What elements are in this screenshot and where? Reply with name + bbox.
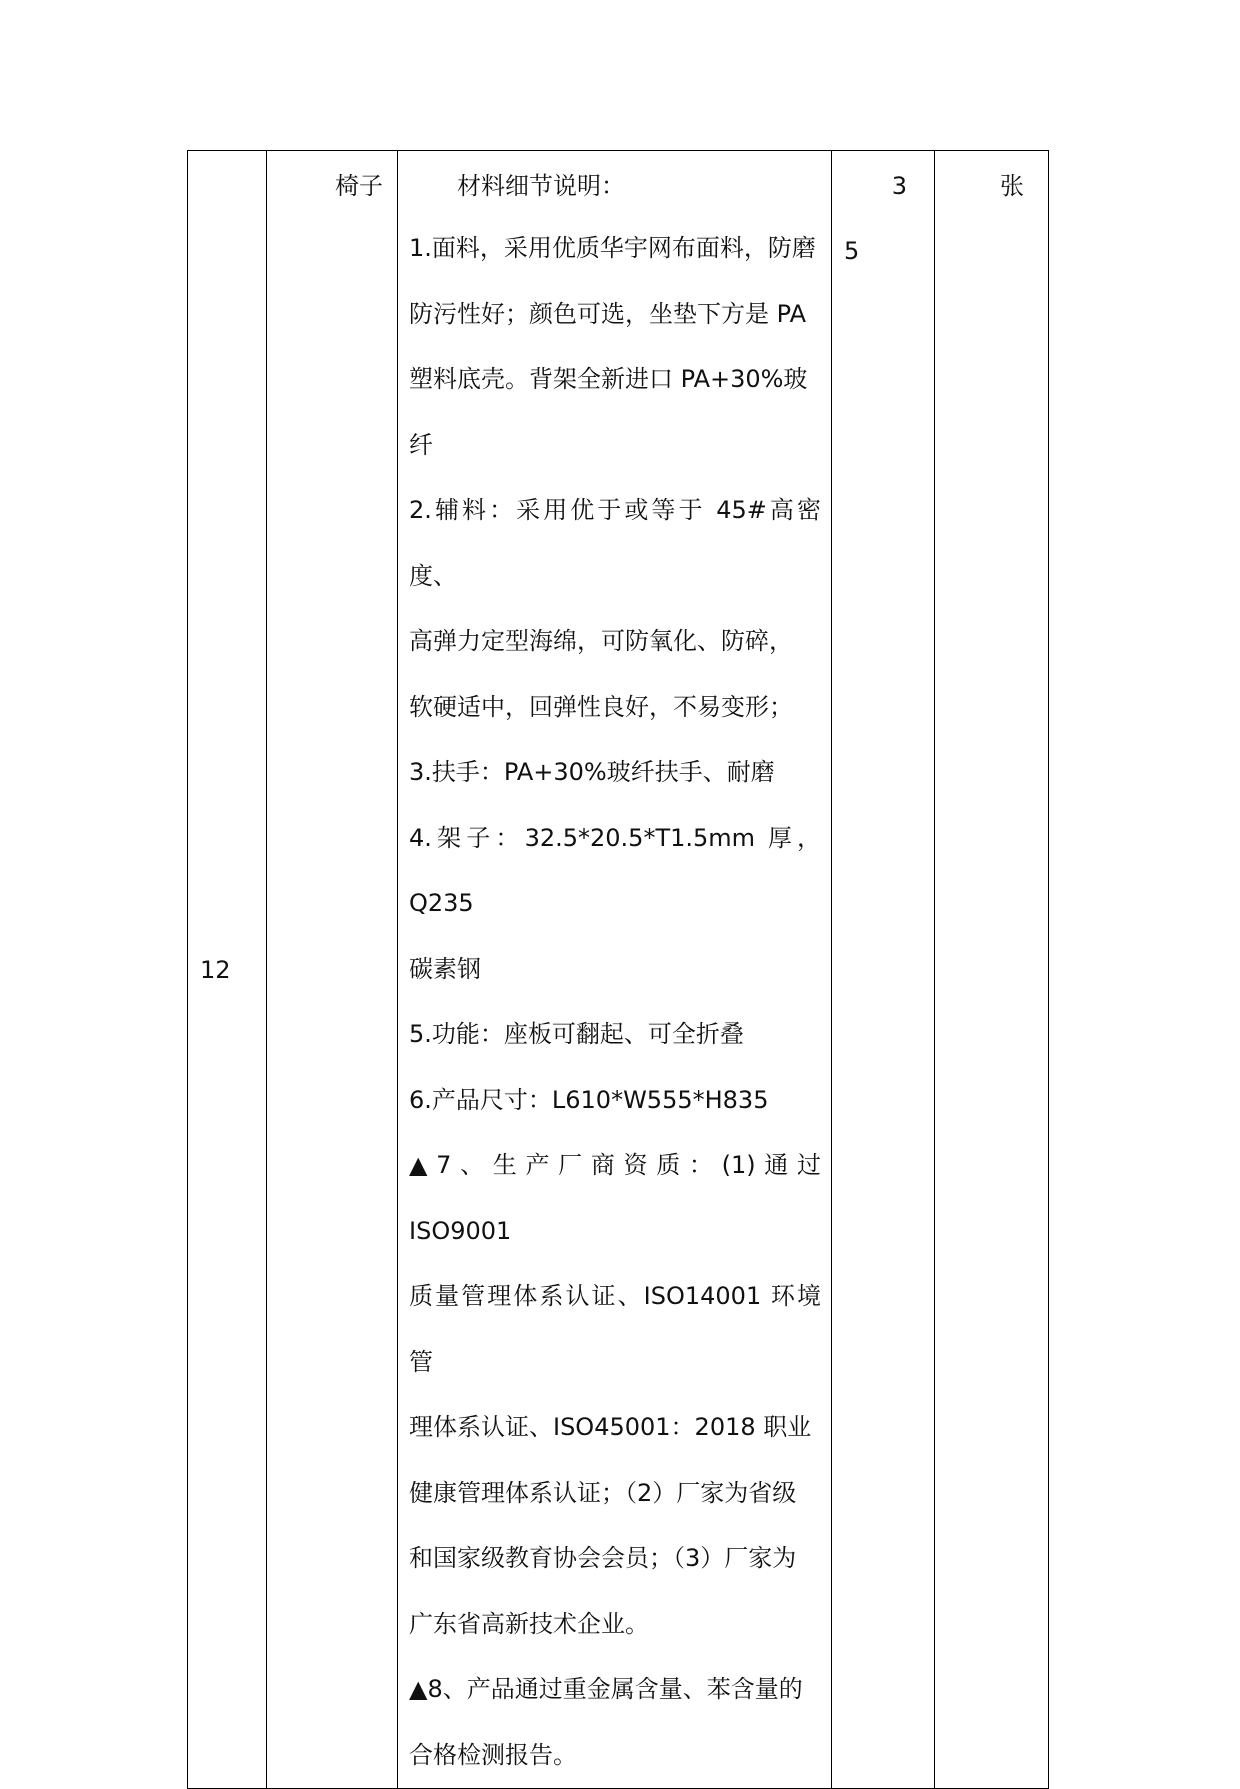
unit-label: 张 [1000,172,1024,200]
description-line: ▲7、生产厂商资质：(1)通过 ISO9001 [409,1151,821,1245]
description-line: 质量管理体系认证、ISO14001 环境管 [409,1282,821,1376]
description-line: 6.产品尺寸：L610*W555*H835 [409,1085,769,1114]
description-line: 和国家级教育协会会员；（3）厂家为 [409,1544,797,1572]
description-cell [398,151,832,1789]
row-number: 12 [200,955,231,984]
name-cell [267,151,398,1789]
unit-cell [935,151,1049,1789]
description-line: ▲8、产品通过重金属含量、苯含量的 [409,1675,803,1703]
table-row [188,151,1049,1789]
description-line: 理体系认证、ISO45001：2018 职业 [409,1413,812,1441]
quantity-cell [832,151,935,1789]
seq-cell [188,151,267,1789]
description-line: 健康管理体系认证；（2）厂家为省级 [409,1478,797,1507]
description-line: 防污性好；颜色可选，坐垫下方是 PA [409,299,806,328]
quantity-digit-2: 5 [844,237,860,265]
quantity-digit-1: 3 [891,172,907,200]
description-line: 1.面料，采用优质华宇网布面料，防磨 [409,234,816,262]
procurement-spec-table [187,150,1049,1789]
description-line: 2.辅料：采用优于或等于 45#高密度、 [409,496,821,590]
description-heading: 材料细节说明： [457,172,625,200]
description-line: 广东省高新技术企业。 [409,1609,649,1638]
description-line: 合格检测报告。 [409,1740,577,1769]
description-line: 软硬适中，回弹性良好，不易变形； [409,692,793,721]
description-line: 塑料底壳。背架全新进口 PA+30%玻 [409,365,808,393]
description-line: 碳素钢 [409,954,481,983]
description-line: 高弹力定型海绵，可防氧化、防碎， [409,627,793,655]
description-line: 5.功能：座板可翻起、可全折叠 [409,1020,744,1048]
description-line: 3.扶手：PA+30%玻纤扶手、耐磨 [409,758,775,786]
description-line: 纤 [409,430,433,459]
description-line: 4.架子：32.5*20.5*T1.5mm 厚，Q235 [409,823,821,917]
description-body [409,216,821,1788]
item-name: 椅子 [335,172,383,200]
